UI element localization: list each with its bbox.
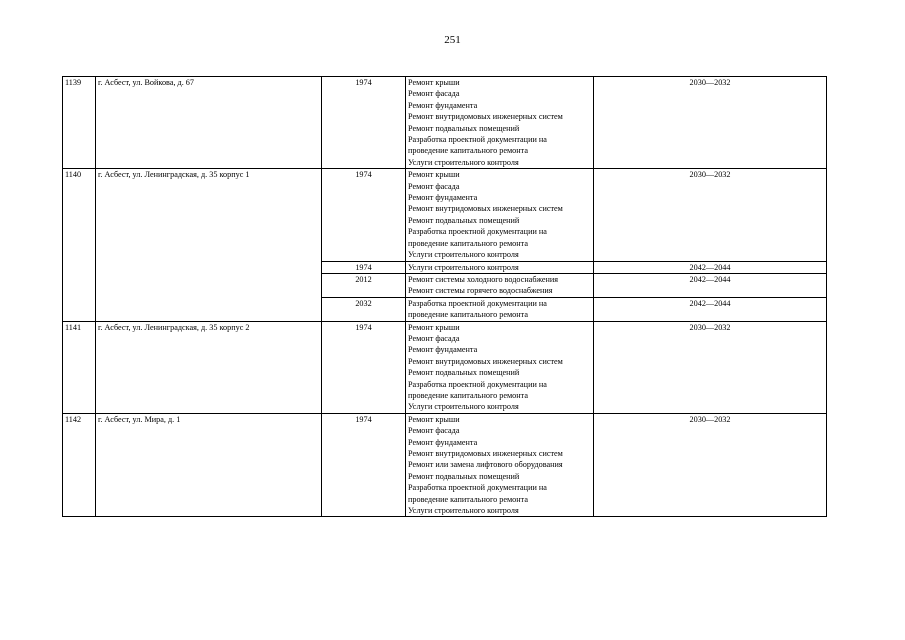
work-year: 2032 <box>322 297 406 321</box>
record-address: г. Асбест, ул. Ленинградская, д. 35 корпус 2 <box>96 321 322 413</box>
table-row <box>63 321 827 413</box>
table-body <box>63 77 827 517</box>
work-item: Ремонт крыши <box>408 322 460 332</box>
work-item: Ремонт системы холодного водоснабжения <box>408 274 559 284</box>
work-year: 1974 <box>322 261 406 273</box>
work-item: Ремонт внутридомовых инженерных систем <box>408 112 563 122</box>
work-year: 1974 <box>322 321 406 413</box>
table-row <box>63 169 827 261</box>
work-year: 2012 <box>322 273 406 297</box>
work-item: проведение капитального ремонта <box>408 146 528 156</box>
work-item: Ремонт фасада <box>408 333 460 343</box>
record-address: г. Асбест, ул. Ленинградская, д. 35 корпус 1 <box>96 169 322 321</box>
work-item: Ремонт фасада <box>408 89 460 99</box>
work-item: проведение капитального ремонта <box>408 238 528 248</box>
planned-period: 2042—2044 <box>594 297 827 321</box>
work-item: Ремонт внутридомовых инженерных систем <box>408 449 563 458</box>
work-item: Ремонт внутридомовых инженерных систем <box>408 204 563 214</box>
work-item: Ремонт фундамента <box>408 100 478 110</box>
work-year: 1974 <box>322 169 406 261</box>
work-item: Ремонт фундамента <box>408 345 478 355</box>
work-item: Ремонт подвальных помещений <box>408 215 520 225</box>
work-year: 1974 <box>322 77 406 169</box>
work-list <box>406 273 594 297</box>
work-item: Ремонт или замена лифтового оборудования <box>408 460 563 470</box>
planned-period: 2030—2032 <box>594 77 827 169</box>
work-item: Ремонт фундамента <box>408 437 478 447</box>
work-item: Ремонт фасада <box>408 181 460 191</box>
planned-period: 2030—2032 <box>594 169 827 261</box>
work-item: Ремонт системы горячего водоснабжения <box>408 286 553 296</box>
record-number: 1139 <box>63 77 96 169</box>
work-item: Ремонт фасада <box>408 426 460 436</box>
work-item: Ремонт фундамента <box>408 193 478 203</box>
planned-period: 2030—2032 <box>594 413 827 517</box>
record-number: 1140 <box>63 169 96 321</box>
work-item: Ремонт крыши <box>408 414 460 424</box>
record-address: г. Асбест, ул. Войкова, д. 67 <box>96 77 322 169</box>
work-year: 1974 <box>322 413 406 517</box>
work-item: Разработка проектной документации на <box>408 483 547 493</box>
record-number: 1142 <box>63 413 96 517</box>
work-item: проведение капитального ремонта <box>408 494 528 504</box>
planned-period: 2042—2044 <box>594 273 827 297</box>
work-list <box>406 297 594 321</box>
table-row <box>63 77 827 169</box>
work-item: Разработка проектной документации на <box>408 379 547 389</box>
planned-period: 2030—2032 <box>594 321 827 413</box>
work-item: Услуги строительного контроля <box>408 157 519 167</box>
work-item: Ремонт подвальных помещений <box>408 368 520 378</box>
work-item: Разработка проектной документации на <box>408 298 547 308</box>
record-number: 1141 <box>63 321 96 413</box>
work-item: Ремонт подвальных помещений <box>408 123 520 133</box>
work-item: Ремонт внутридомовых инженерных систем <box>408 356 563 366</box>
work-item: проведение капитального ремонта <box>408 390 528 400</box>
work-item: Ремонт крыши <box>408 78 460 87</box>
capital-repair-table <box>62 76 827 517</box>
work-list <box>406 321 594 413</box>
work-item: Разработка проектной документации на <box>408 227 547 237</box>
work-list <box>406 169 594 261</box>
work-item: Услуги строительного контроля <box>408 402 519 412</box>
work-item: Услуги строительного контроля <box>408 250 519 260</box>
work-list <box>406 413 594 517</box>
work-item: Услуги строительного контроля <box>408 506 519 516</box>
work-list <box>406 261 594 273</box>
work-item: Услуги строительного контроля <box>408 262 519 272</box>
work-item: Ремонт подвальных помещений <box>408 471 520 481</box>
work-item: проведение капитального ремонта <box>408 310 528 320</box>
work-item: Ремонт крыши <box>408 170 460 180</box>
work-item: Разработка проектной документации на <box>408 135 547 145</box>
page-number: 251 <box>444 34 461 46</box>
record-address: г. Асбест, ул. Мира, д. 1 <box>96 413 322 517</box>
work-list <box>406 77 594 169</box>
table-row <box>63 413 827 517</box>
planned-period: 2042—2044 <box>594 261 827 273</box>
